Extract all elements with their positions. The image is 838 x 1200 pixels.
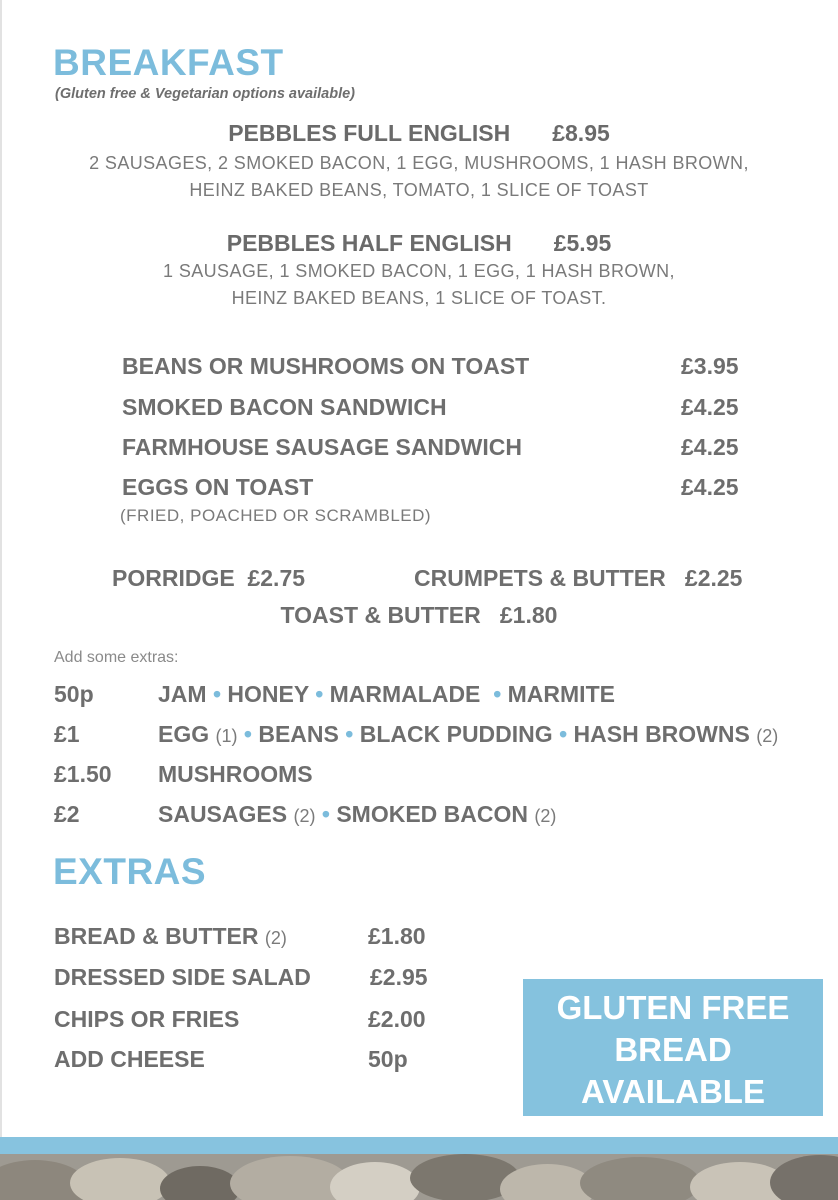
side-item-name: ADD CHEESE (54, 1046, 205, 1072)
extras-row-items (158, 801, 556, 828)
bullet-dot: • (345, 721, 354, 747)
extras-row-price: £1 (54, 721, 80, 747)
bullet-dot: • (493, 681, 502, 707)
full-english-desc-1: 2 SAUSAGES, 2 SMOKED BACON, 1 EGG, MUSHROOMS, 1 HASH BROWN, (89, 153, 749, 173)
gluten-free-banner (523, 979, 823, 1116)
extra-hash-browns: HASH BROWNS (573, 721, 750, 747)
side-item-price: 50p (368, 1046, 408, 1072)
toast-name: TOAST & BUTTER (280, 602, 481, 628)
bullet-dot: • (321, 801, 330, 827)
menu-item-price: £4.25 (681, 474, 739, 500)
extra-beans: BEANS (258, 721, 339, 747)
full-english-title (0, 120, 838, 147)
add-extras-label: Add some extras: (54, 649, 179, 666)
full-english-desc-2: HEINZ BAKED BEANS, TOMATO, 1 SLICE OF TOAST (189, 180, 649, 200)
extra-marmite: MARMITE (507, 681, 615, 707)
eggs-style-note: (FRIED, POACHED OR SCRAMBLED) (120, 506, 432, 525)
menu-item-price: £4.25 (681, 394, 739, 420)
bullet-dot: • (315, 681, 324, 707)
extra-qty: (1) (215, 726, 238, 746)
extra-honey: HONEY (227, 681, 309, 707)
extras-heading: EXTRAS (53, 851, 207, 892)
toast-price: £1.80 (499, 602, 558, 628)
full-english-name: PEBBLES FULL ENGLISH (228, 120, 511, 146)
side-item-price: £1.80 (368, 923, 426, 949)
extras-row-price: £1.50 (54, 761, 112, 787)
side-item-name: CHIPS OR FRIES (54, 1006, 240, 1032)
half-english-desc-1: 1 SAUSAGE, 1 SMOKED BACON, 1 EGG, 1 HASH BROWN, (163, 261, 675, 281)
bullet-dot: • (212, 681, 222, 707)
gluten-free-line: AVAILABLE (581, 1073, 765, 1110)
bullet-dot: • (243, 721, 252, 747)
bullet-dot: • (559, 721, 568, 747)
crumpets-price: £2.25 (684, 565, 743, 591)
extras-row-price: 50p (54, 681, 94, 707)
extra-egg: EGG (158, 721, 210, 747)
extra-qty: (2) (293, 806, 316, 826)
crumpets-name: CRUMPETS & BUTTER (414, 565, 666, 591)
half-english-title (0, 230, 838, 257)
side-item-price: £2.00 (368, 1006, 426, 1032)
pebbles-footer-image (0, 1154, 838, 1200)
crumpets-item (414, 565, 742, 592)
porridge-item (112, 565, 305, 592)
menu-item-price: £4.25 (681, 434, 739, 460)
extra-qty: (2) (534, 806, 557, 826)
toast-item (0, 602, 838, 629)
extra-black-pudding: BLACK PUDDING (359, 721, 553, 747)
half-english-desc-2: HEINZ BAKED BEANS, 1 SLICE OF TOAST. (231, 288, 607, 308)
extra-sausages: SAUSAGES (158, 801, 288, 827)
extra-smoked-bacon: SMOKED BACON (336, 801, 528, 827)
porridge-price: £2.75 (247, 565, 306, 591)
porridge-name: PORRIDGE (112, 565, 235, 591)
menu-item-name: FARMHOUSE SAUSAGE SANDWICH (122, 434, 522, 460)
extras-row-price: £2 (54, 801, 80, 827)
menu-item-name: SMOKED BACON SANDWICH (122, 394, 447, 420)
side-item-label: BREAD & BUTTER (54, 923, 259, 949)
side-item-price: £2.95 (370, 964, 428, 990)
full-english-price: £8.95 (552, 120, 610, 146)
half-english-price: £5.95 (553, 230, 612, 256)
menu-item-name: BEANS OR MUSHROOMS ON TOAST (122, 353, 530, 379)
gluten-free-line: BREAD (614, 1031, 732, 1068)
menu-item-price: £3.95 (681, 353, 739, 379)
extras-row-items (158, 681, 615, 708)
extra-mushrooms: MUSHROOMS (158, 761, 313, 787)
footer-blue-bar (0, 1137, 838, 1154)
breakfast-heading: BREAKFAST (53, 42, 284, 83)
extra-marmalade: MARMALADE (329, 681, 481, 707)
gluten-free-line: GLUTEN FREE (556, 989, 790, 1026)
menu-item-name: EGGS ON TOAST (122, 474, 314, 500)
extras-row-items (158, 721, 778, 748)
extra-qty: (2) (756, 726, 779, 746)
side-item-qty: (2) (264, 928, 287, 948)
side-item-name (54, 923, 287, 950)
extra-jam: JAM (158, 681, 207, 707)
side-item-name: DRESSED SIDE SALAD (54, 964, 311, 990)
dietary-note: (Gluten free & Vegetarian options available) (55, 86, 356, 102)
half-english-name: PEBBLES HALF ENGLISH (226, 230, 512, 256)
